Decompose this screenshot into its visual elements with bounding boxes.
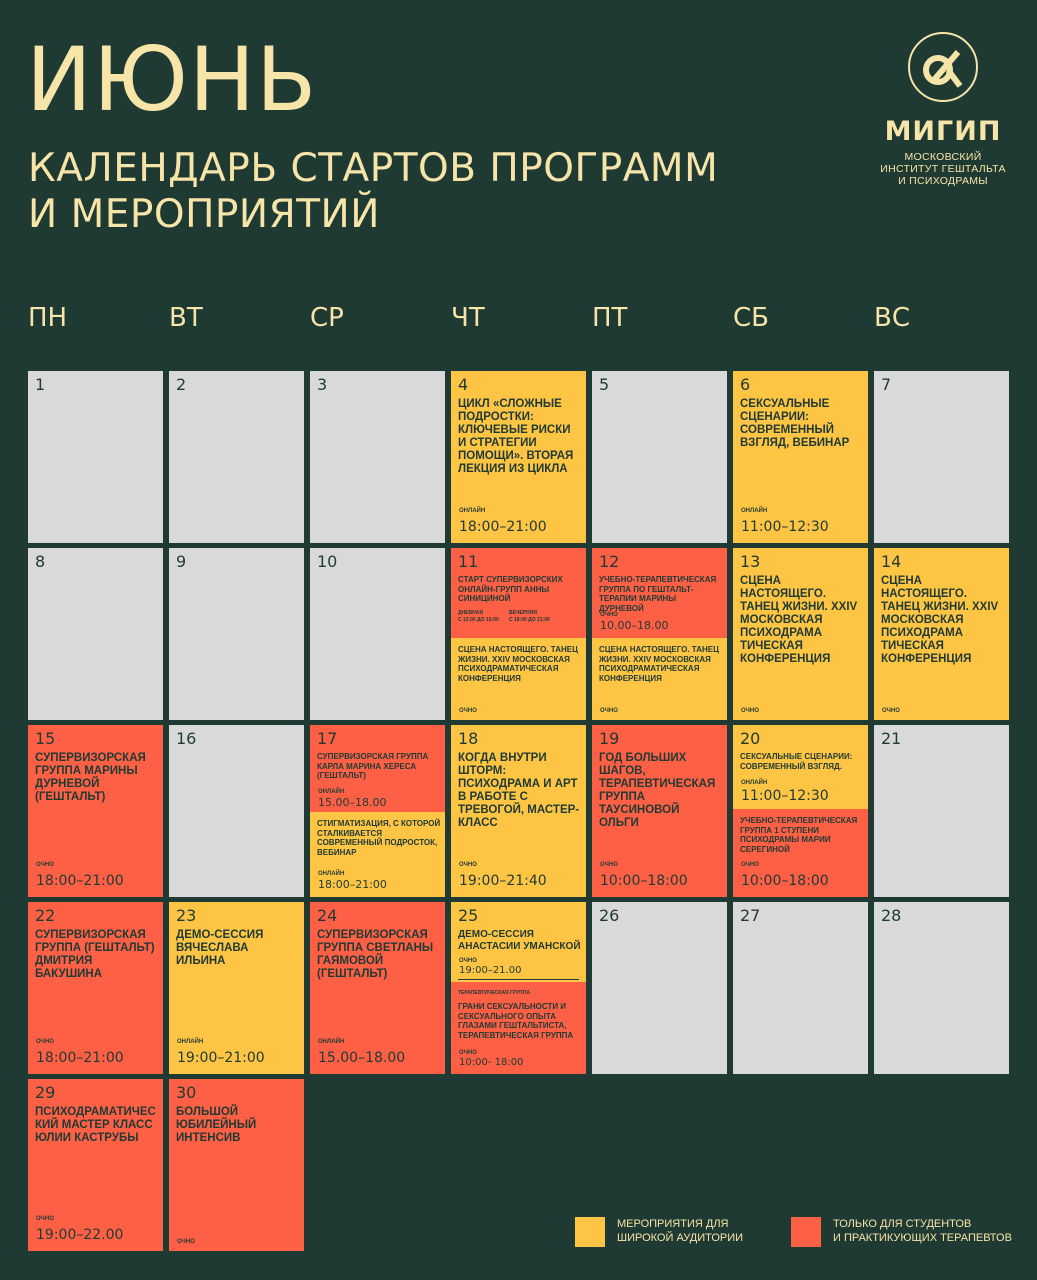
event-time: 10:00–18:00 [741, 873, 829, 889]
event-time: 10:00–18:00 [600, 873, 688, 889]
logo-sub-line-3: И ПСИХОДРАМЫ [898, 175, 988, 187]
day-number: 21 [881, 729, 902, 748]
legend-line: И ПРАКТИКУЮЩИХ ТЕРАПЕВТОВ [833, 1232, 1012, 1244]
event-time: 11:00–12:30 [741, 519, 829, 535]
legend-swatch-red [791, 1217, 821, 1247]
weekday-fri: ПТ [592, 303, 628, 333]
event-title: СЦЕНА НАСТОЯЩЕГО. ТАНЕЦ ЖИЗНИ. XXIV МОСКОВСКАЯ ПСИХОДРАМАТИЧЕСКАЯ КОНФЕРЕНЦИЯ [599, 645, 719, 683]
event-title: СТИГМАТИЗАЦИЯ, С КОТОРОЙ СТАЛКИВАЕТСЯ СОВРЕМЕННЫЙ ПОДРОСТОК, ВЕБИНАР [317, 819, 441, 857]
event-cell[interactable] [28, 725, 163, 897]
event-time: 18:00–21:00 [318, 878, 387, 891]
legend-label [617, 1217, 743, 1245]
event-title: ДЕМО-СЕССИЯ АНАСТАСИИ УМАНСКОЙ [458, 929, 581, 952]
day-number: 13 [740, 552, 761, 571]
day-number: 4 [458, 375, 469, 394]
day-cell[interactable] [310, 548, 445, 720]
event-format: ОНЛАЙН [741, 780, 768, 786]
subtitle-line-2: И МЕРОПРИЯТИЙ [28, 192, 380, 237]
event-cell[interactable] [451, 371, 586, 543]
event-title: СЕКСУАЛЬНЫЕ СЦЕНАРИИ: СОВРЕМЕННЫЙ ВЗГЛЯД, ВЕБИНАР [740, 398, 850, 449]
event-slot-label: ДНЕВНАЯ [458, 610, 483, 616]
event-format: ОЧНО [600, 612, 618, 618]
day-number: 19 [599, 729, 620, 748]
day-cell[interactable] [874, 725, 1009, 897]
event-format: ОЧНО [741, 708, 759, 714]
event-category: ТЕРАПЕВТИЧЕСКАЯ ГРУППА [458, 990, 530, 996]
event-format: ОНЛАЙН [741, 508, 768, 514]
day-cell[interactable] [169, 725, 304, 897]
event-format: ОЧНО [177, 1239, 195, 1245]
event-cell[interactable] [733, 371, 868, 543]
event-time: 15.00–18.00 [318, 1050, 406, 1066]
calendar-grid [28, 371, 1010, 1251]
event-cell[interactable] [310, 902, 445, 1074]
logo-subtitle [876, 151, 1010, 187]
event-title: УЧЕБНО-ТЕРАПЕВТИЧЕСКАЯ ГРУППА ПО ГЕШТАЛЬТ-ТЕРАПИИ МАРИНЫ ДУРНЕВОЙ [599, 575, 717, 613]
weekday-sat: СБ [733, 303, 769, 333]
event-block-pro[interactable] [592, 548, 727, 638]
legend-label [833, 1217, 1012, 1245]
day-number: 23 [176, 906, 197, 925]
day-number: 11 [458, 552, 479, 571]
logo-sub-line-1: МОСКОВСКИЙ [904, 151, 982, 163]
event-title: ГРАНИ СЕКСУАЛЬНОСТИ И СЕКСУАЛЬНОГО ОПЫТА ГЛАЗАМИ ГЕШТАЛЬТИСТА, ТЕРАПЕВТИЧЕСКАЯ ГРУППА [458, 1002, 574, 1040]
event-format: ОНЛАЙН [318, 1039, 345, 1045]
day-number: 17 [317, 729, 338, 748]
weekday-thu: ЧТ [451, 303, 485, 333]
event-format: ОЧНО [36, 862, 54, 868]
event-cell[interactable] [28, 1079, 163, 1251]
day-number: 1 [35, 375, 46, 394]
day-number: 14 [881, 552, 902, 571]
event-time: 10:00- 18:00 [459, 1057, 524, 1068]
event-cell[interactable] [733, 548, 868, 720]
day-number: 3 [317, 375, 328, 394]
event-time: 10.00–18.00 [600, 619, 669, 632]
event-title: ГОД БОЛЬШИХ ШАГОВ, ТЕРАПЕВТИЧЕСКАЯ ГРУППА ТАУСИНОВОЙ ОЛЬГИ [599, 752, 716, 829]
day-number: 7 [881, 375, 892, 394]
event-cell[interactable] [874, 548, 1009, 720]
legend-line: МЕРОПРИЯТИЯ ДЛЯ [617, 1218, 729, 1230]
weekday-wed: СР [310, 303, 344, 333]
event-format: ОЧНО [459, 862, 477, 868]
event-title: СУПЕРВИЗОРСКАЯ ГРУППА МАРИНЫ ДУРНЕВОЙ (ГЕШТАЛЬТ) [35, 752, 146, 803]
day-number: 25 [458, 906, 479, 925]
day-cell[interactable] [169, 548, 304, 720]
event-cell[interactable] [451, 725, 586, 897]
event-cell[interactable] [733, 725, 868, 897]
day-cell[interactable] [733, 902, 868, 1074]
legend-swatch-yellow [575, 1217, 605, 1247]
day-number: 30 [176, 1083, 197, 1102]
event-time: 19:00–21:40 [459, 873, 547, 889]
event-slot-label: ВЕЧЕРНЯЯ [509, 610, 537, 616]
day-cell[interactable] [28, 548, 163, 720]
event-block-pro[interactable] [310, 725, 445, 812]
day-number: 29 [35, 1083, 56, 1102]
event-title: ПСИХОДРАМАТИЧЕС КИЙ МАСТЕР КЛАСС ЮЛИИ КАСТРУБЫ [35, 1106, 156, 1144]
day-number: 6 [740, 375, 751, 394]
event-time: 19:00–22.00 [36, 1227, 124, 1243]
day-number: 9 [176, 552, 187, 571]
divider [458, 979, 579, 980]
day-number: 22 [35, 906, 56, 925]
weekday-sun: ВС [874, 303, 910, 333]
day-number: 15 [35, 729, 56, 748]
institute-logo [876, 32, 1010, 187]
day-number: 10 [317, 552, 338, 571]
event-block-public[interactable] [733, 725, 868, 809]
day-number: 18 [458, 729, 479, 748]
event-cell[interactable] [310, 725, 445, 897]
event-format: ОЧНО [600, 862, 618, 868]
event-time: 19:00–21:00 [177, 1050, 265, 1066]
event-format: ОЧНО [741, 862, 759, 868]
day-number: 8 [35, 552, 46, 571]
weekday-tue: ВТ [169, 303, 203, 333]
event-cell[interactable] [169, 1079, 304, 1251]
event-title: СУПЕРВИЗОРСКАЯ ГРУППА (ГЕШТАЛЬТ) ДМИТРИЯ БАКУШИНА [35, 929, 155, 980]
event-format: ОЧНО [36, 1216, 54, 1222]
event-format: ОЧНО [459, 958, 477, 964]
subtitle-line-1: КАЛЕНДАРЬ СТАРТОВ ПРОГРАММ [28, 146, 719, 191]
event-format: ОНЛАЙН [459, 508, 486, 514]
day-number: 16 [176, 729, 197, 748]
event-format: ОНЛАЙН [318, 789, 345, 795]
event-title: ДЕМО-СЕССИЯ ВЯЧЕСЛАВА ИЛЬИНА [176, 929, 264, 967]
event-format: ОЧНО [36, 1039, 54, 1045]
event-title: СЕКСУАЛЬНЫЕ СЦЕНАРИИ: СОВРЕМЕННЫЙ ВЗГЛЯД. [740, 752, 853, 771]
day-number: 2 [176, 375, 187, 394]
legend-line: ШИРОКОЙ АУДИТОРИИ [617, 1232, 744, 1244]
event-slot-time: С 12:00 ДО 15:00 [458, 617, 499, 623]
event-title: БОЛЬШОЙ ЮБИЛЕЙНЫЙ ИНТЕНСИВ [176, 1106, 257, 1144]
event-title: СУПЕРВИЗОРСКАЯ ГРУППА КАРЛА МАРИНА ХЕРЕСА (ГЕШТАЛЬТ) [317, 752, 429, 780]
event-time: 15.00–18.00 [318, 796, 387, 809]
event-title: СТАРТ СУПЕРВИЗОРСКИХ ОНЛАЙН-ГРУПП АННЫ СИНИЦИНОЙ [458, 575, 563, 603]
event-title: СЦЕНА НАСТОЯЩЕГО. ТАНЕЦ ЖИЗНИ. XXIV МОСКОВСКАЯ ПСИХОДРАМАТИЧЕСКАЯ КОНФЕРЕНЦИЯ [458, 645, 578, 683]
day-number: 12 [599, 552, 620, 571]
day-cell[interactable] [874, 902, 1009, 1074]
event-cell[interactable] [592, 548, 727, 720]
day-number: 26 [599, 906, 620, 925]
event-block-pro[interactable] [451, 548, 586, 638]
day-number: 27 [740, 906, 761, 925]
day-cell[interactable] [592, 371, 727, 543]
event-title: ЦИКЛ «СЛОЖНЫЕ ПОДРОСТКИ: КЛЮЧЕВЫЕ РИСКИ И СТРАТЕГИИ ПОМОЩИ». ВТОРАЯ ЛЕКЦИЯ ИЗ ЦИКЛА [458, 398, 574, 475]
day-cell[interactable] [28, 371, 163, 543]
event-time: 18:00–21:00 [36, 873, 124, 889]
event-cell[interactable] [451, 902, 586, 1074]
day-number: 20 [740, 729, 761, 748]
event-slot-time: С 18:00 ДО 21:00 [509, 617, 550, 623]
day-number: 28 [881, 906, 902, 925]
event-time: 18:00–21:00 [36, 1050, 124, 1066]
month-title: ИЮНЬ [26, 28, 318, 131]
weekday-mon: ПН [28, 303, 68, 333]
logo-name: МИГИП [884, 116, 1002, 147]
event-cell[interactable] [28, 902, 163, 1074]
event-cell[interactable] [592, 725, 727, 897]
event-time: 11:00–12:30 [741, 788, 829, 804]
day-number: 5 [599, 375, 610, 394]
event-block-public[interactable] [451, 902, 586, 982]
event-format: ОЧНО [600, 708, 618, 714]
event-format: ОНЛАЙН [177, 1039, 204, 1045]
legend-line: ТОЛЬКО ДЛЯ СТУДЕНТОВ [833, 1218, 972, 1230]
event-title: УЧЕБНО-ТЕРАПЕВТИЧЕСКАЯ ГРУППА 1 СТУПЕНИ ПСИХОДРАМЫ МАРИИ СЕРЕГИНОЙ [740, 816, 858, 854]
logo-sub-line-2: ИНСТИТУТ ГЕШТАЛЬТА [880, 163, 1006, 175]
day-cell[interactable] [310, 371, 445, 543]
day-cell[interactable] [169, 371, 304, 543]
event-format: ОЧНО [459, 708, 477, 714]
event-title: КОГДА ВНУТРИ ШТОРМ: ПСИХОДРАМА И АРТ В РАБОТЕ С ТРЕВОГОЙ, МАСТЕР-КЛАСС [458, 752, 580, 829]
event-format: ОНЛАЙН [318, 871, 345, 877]
event-cell[interactable] [169, 902, 304, 1074]
event-time: 19:00–21.00 [459, 965, 522, 976]
event-cell[interactable] [451, 548, 586, 720]
event-title: СЦЕНА НАСТОЯЩЕГО. ТАНЕЦ ЖИЗНИ. XXIV МОСКОВСКАЯ ПСИХОДРАМА ТИЧЕСКАЯ КОНФЕРЕНЦИЯ [740, 575, 858, 665]
event-time: 18:00–21:00 [459, 519, 547, 535]
event-title: СЦЕНА НАСТОЯЩЕГО. ТАНЕЦ ЖИЗНИ. XXIV МОСКОВСКАЯ ПСИХОДРАМА ТИЧЕСКАЯ КОНФЕРЕНЦИЯ [881, 575, 999, 665]
day-cell[interactable] [874, 371, 1009, 543]
logo-mark-icon [908, 32, 978, 102]
weekday-header [28, 303, 1010, 333]
calendar-subtitle [28, 146, 718, 238]
event-title: СУПЕРВИЗОРСКАЯ ГРУППА СВЕТЛАНЫ ГАЯМОВОЙ (ГЕШТАЛЬТ) [317, 929, 434, 980]
event-format: ОЧНО [882, 708, 900, 714]
day-cell[interactable] [592, 902, 727, 1074]
day-number: 24 [317, 906, 338, 925]
event-format: ОЧНО [459, 1050, 477, 1056]
